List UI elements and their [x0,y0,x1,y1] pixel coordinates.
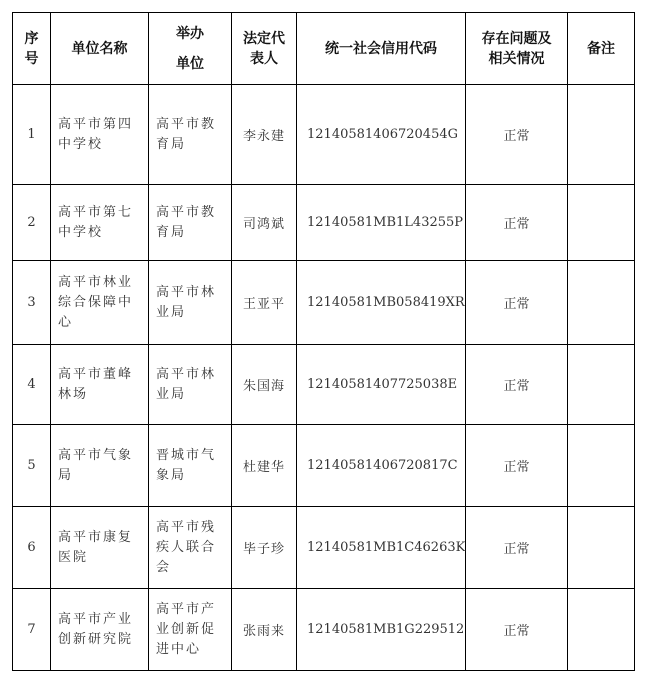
cell-seq: 5 [13,425,51,507]
cell-seq: 2 [13,185,51,261]
table-row [13,261,635,345]
cell-remarks [568,85,635,185]
header-row [13,13,635,85]
table-row [13,507,635,589]
cell-legal-rep: 张雨来 [232,589,297,671]
table-row [13,85,635,185]
cell-legal-rep: 杜建华 [232,425,297,507]
cell-remarks [568,261,635,345]
cell-name: 高平市林业综合保障中心 [51,261,149,345]
cell-remarks [568,185,635,261]
header-credit-code: 统一社会信用代码 [297,13,466,85]
cell-name: 高平市产业创新研究院 [51,589,149,671]
cell-name: 高平市第四中学校 [51,85,149,185]
header-sponsor [149,13,232,85]
cell-credit-code: 12140581406720454G [297,85,466,185]
cell-status: 正常 [466,425,568,507]
institution-table [12,12,635,671]
cell-name: 高平市第七中学校 [51,185,149,261]
cell-seq: 1 [13,85,51,185]
table-row [13,345,635,425]
header-remarks: 备注 [568,13,635,85]
header-seq-line1: 序 [24,30,39,47]
document-page [12,12,635,671]
cell-legal-rep: 朱国海 [232,345,297,425]
header-legal-rep-line1: 法定代 [243,30,285,47]
cell-sponsor: 晋城市气象局 [149,425,232,507]
header-sponsor-line2: 单位 [176,55,204,72]
cell-credit-code: 12140581MB1L43255P [297,185,466,261]
cell-name: 高平市康复医院 [51,507,149,589]
cell-credit-code: 12140581MB058419XR [297,261,466,345]
cell-name: 高平市气象局 [51,425,149,507]
cell-remarks [568,425,635,507]
table-row [13,185,635,261]
cell-status: 正常 [466,261,568,345]
cell-status: 正常 [466,589,568,671]
cell-remarks [568,589,635,671]
cell-sponsor: 高平市林业局 [149,345,232,425]
cell-sponsor: 高平市教育局 [149,185,232,261]
table-row [13,425,635,507]
header-seq [13,13,51,85]
cell-credit-code: 12140581406720817C [297,425,466,507]
cell-sponsor: 高平市教育局 [149,85,232,185]
header-seq-line2: 号 [24,50,39,67]
cell-sponsor: 高平市产业创新促进中心 [149,589,232,671]
cell-remarks [568,345,635,425]
header-legal-rep-line2: 表人 [250,50,278,67]
header-issues-line1: 存在问题及 [481,30,552,47]
cell-sponsor: 高平市残疾人联合会 [149,507,232,589]
cell-credit-code: 12140581MB1C46263K [297,507,466,589]
header-name: 单位名称 [51,13,149,85]
header-sponsor-line1: 举办 [176,25,204,42]
cell-name: 高平市董峰林场 [51,345,149,425]
cell-seq: 6 [13,507,51,589]
cell-credit-code: 12140581MB1G229512 [297,589,466,671]
header-issues-line2: 相关情况 [488,50,545,67]
cell-legal-rep: 司鸿斌 [232,185,297,261]
cell-legal-rep: 李永建 [232,85,297,185]
cell-sponsor: 高平市林业局 [149,261,232,345]
cell-status: 正常 [466,345,568,425]
cell-status: 正常 [466,85,568,185]
cell-legal-rep: 王亚平 [232,261,297,345]
cell-status: 正常 [466,185,568,261]
cell-status: 正常 [466,507,568,589]
header-issues [466,13,568,85]
header-legal-rep [232,13,297,85]
cell-seq: 4 [13,345,51,425]
cell-legal-rep: 毕子珍 [232,507,297,589]
cell-seq: 3 [13,261,51,345]
table-row [13,589,635,671]
cell-remarks [568,507,635,589]
cell-credit-code: 12140581407725038E [297,345,466,425]
cell-seq: 7 [13,589,51,671]
